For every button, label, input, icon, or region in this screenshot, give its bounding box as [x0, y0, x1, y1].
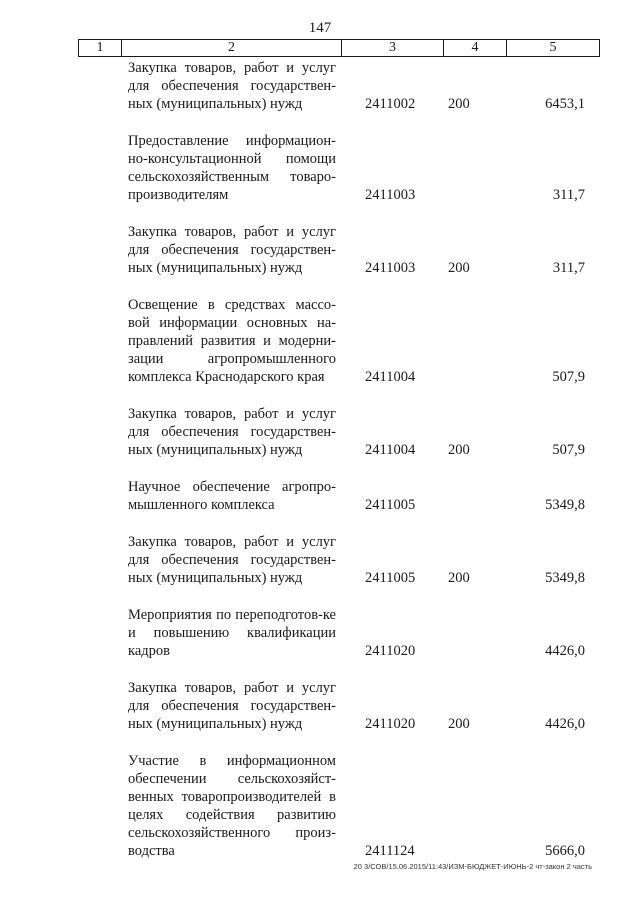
- row-description: Мероприятия по переподготов-ке и повышению квалификации кадров: [128, 607, 336, 659]
- row-amount: 311,7: [552, 260, 585, 276]
- row-description: Закупка товаров, работ и услуг для обеспечения государствен-ных (муниципальных) нужд: [128, 224, 336, 276]
- row-amount: 5349,8: [545, 497, 585, 513]
- row-amount: 5666,0: [545, 843, 585, 859]
- header-col-3: 3: [342, 40, 444, 56]
- row-expense-type: 200: [448, 442, 470, 458]
- table-row: [0, 679, 640, 733]
- row-code: 2411003: [365, 260, 416, 276]
- row-description: Закупка товаров, работ и услуг для обеспечения государствен-ных (муниципальных) нужд: [128, 60, 336, 112]
- table-row: [0, 296, 640, 386]
- row-code: 2411005: [365, 570, 416, 586]
- table-row: [0, 59, 640, 113]
- table-row: [0, 405, 640, 459]
- row-amount: 507,9: [552, 369, 585, 385]
- row-description: Закупка товаров, работ и услуг для обеспечения государствен-ных (муниципальных) нужд: [128, 534, 336, 586]
- row-description: Предоставление информацион-но-консультационной помощи сельскохозяйственным товаро-производителям: [128, 133, 336, 203]
- row-description: Участие в информационном обеспечении сельскохозяйст-венных товаропроизводителей в целях содействия развитию сельскохозяйственного произ-водства: [128, 753, 336, 859]
- row-description: Научное обеспечение агропро-мышленного комплекса: [128, 479, 336, 513]
- header-col-1: 1: [79, 40, 122, 56]
- header-col-2: 2: [122, 40, 342, 56]
- row-expense-type: 200: [448, 570, 470, 586]
- table-body: [0, 59, 640, 879]
- row-amount: 507,9: [552, 442, 585, 458]
- row-amount: 4426,0: [545, 643, 585, 659]
- row-amount: 311,7: [552, 187, 585, 203]
- row-expense-type: 200: [448, 96, 470, 112]
- row-code: 2411005: [365, 497, 416, 513]
- table-row: [0, 606, 640, 660]
- table-row: [0, 478, 640, 514]
- row-amount: 5349,8: [545, 570, 585, 586]
- row-code: 2411002: [365, 96, 416, 112]
- row-description: Освещение в средствах массо-вой информации основных на-правлений развития и модерни-зации агропромышленного комплекса Краснодарского края: [128, 297, 336, 385]
- page-number: 147: [308, 20, 332, 36]
- row-code: 2411004: [365, 442, 416, 458]
- header-col-4: 4: [444, 40, 507, 56]
- table-row: [0, 533, 640, 587]
- row-code: 2411020: [365, 643, 416, 659]
- table-row: [0, 132, 640, 204]
- row-expense-type: 200: [448, 716, 470, 732]
- table-row: [0, 223, 640, 277]
- row-expense-type: 200: [448, 260, 470, 276]
- row-amount: 4426,0: [545, 716, 585, 732]
- document-footer: 20 3/СОВ/15.06.2015/11:43/ИЗМ-БЮДЖЕТ-ИЮНЬ-2 чт-закон 2 часть: [353, 862, 592, 871]
- row-amount: 6453,1: [545, 96, 585, 112]
- header-col-5: 5: [549, 40, 557, 55]
- row-description: Закупка товаров, работ и услуг для обеспечения государствен-ных (муниципальных) нужд: [128, 406, 336, 458]
- row-code: 2411003: [365, 187, 416, 203]
- row-code: 2411004: [365, 369, 416, 385]
- table-header: [78, 39, 600, 57]
- row-code: 2411124: [365, 843, 415, 859]
- row-description: Закупка товаров, работ и услуг для обеспечения государствен-ных (муниципальных) нужд: [128, 680, 336, 732]
- table-row: [0, 752, 640, 860]
- row-code: 2411020: [365, 716, 416, 732]
